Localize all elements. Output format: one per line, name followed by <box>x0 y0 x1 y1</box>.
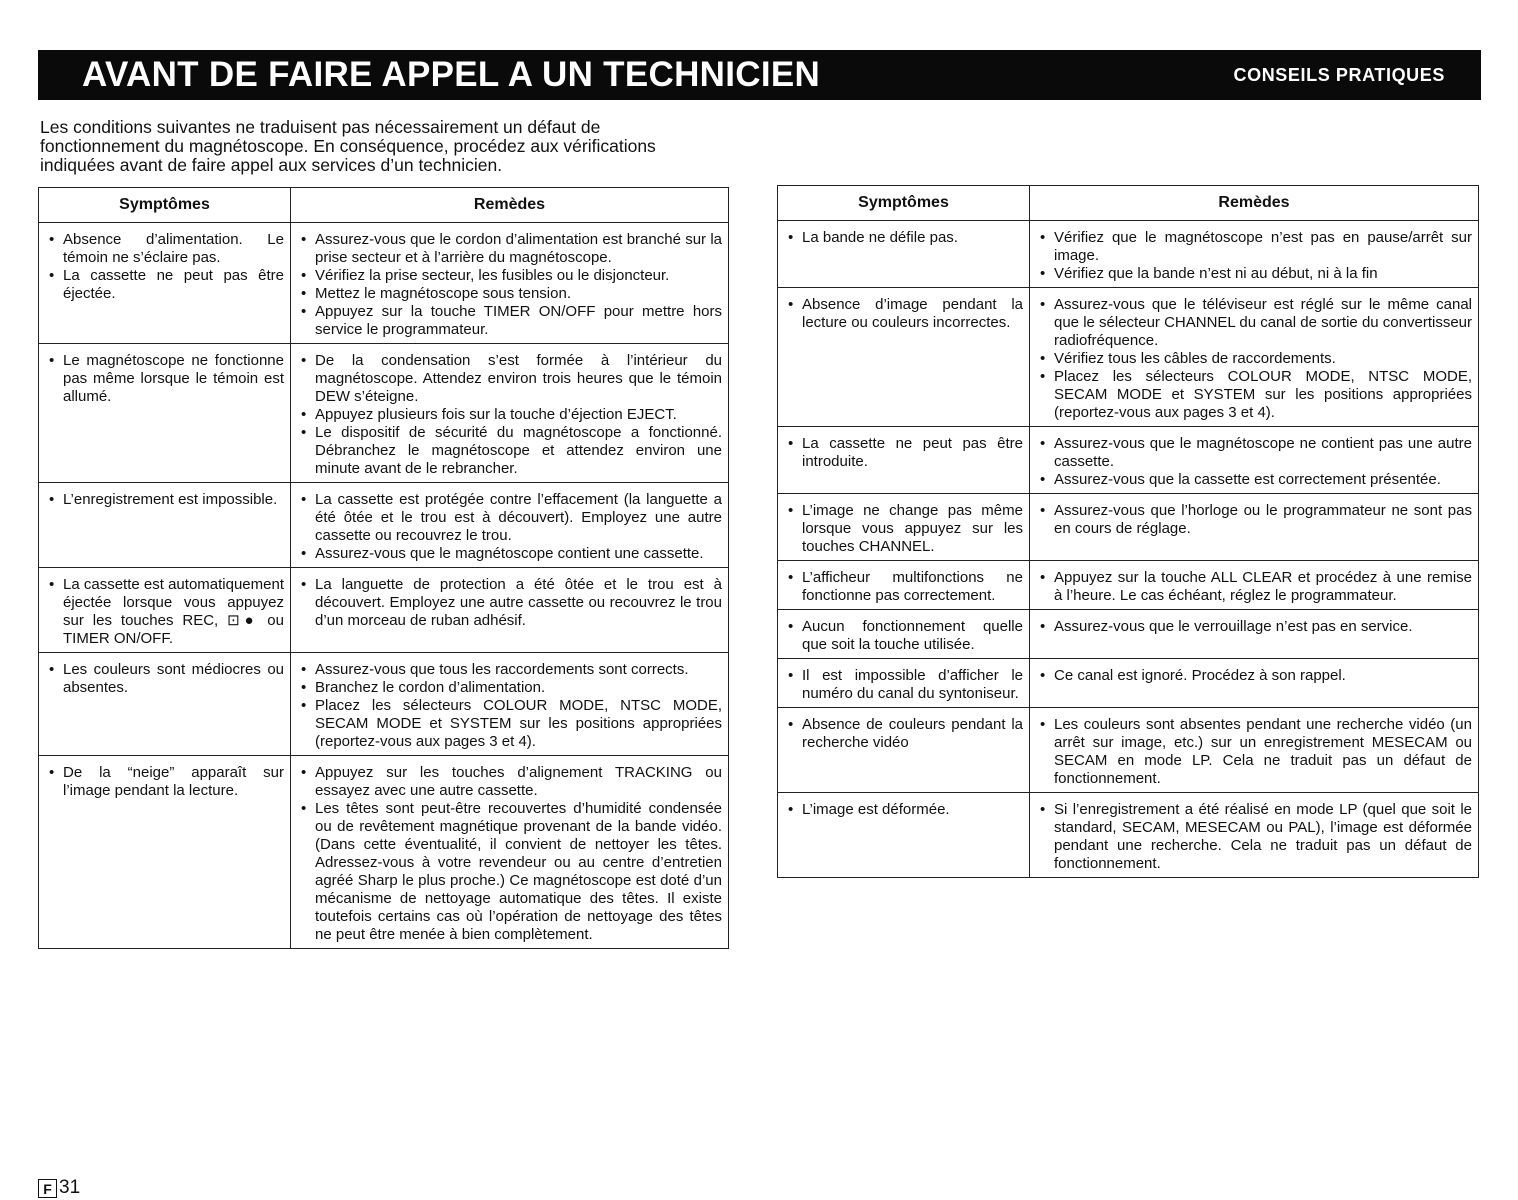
symptom-item: • La cassette ne peut pas être éjectée. <box>45 267 284 303</box>
symptoms-list <box>784 502 1023 556</box>
remedy-item: • Mettez le magnétoscope sous tension. <box>297 285 722 303</box>
remedy-item: • Assurez-vous que le magnétoscope ne contient pas une autre cassette. <box>1036 435 1472 471</box>
symptoms-list <box>45 231 284 303</box>
table-row <box>778 708 1479 793</box>
remedy-item: • Vérifiez la prise secteur, les fusibles ou le disjoncteur. <box>297 267 722 285</box>
symptoms-list <box>45 576 284 648</box>
remedies-list <box>297 576 722 630</box>
remedy-item: • Vérifiez que la bande n’est ni au début, ni à la fin <box>1036 265 1472 283</box>
symptom-cell <box>39 223 291 344</box>
symptoms-list <box>784 229 1023 247</box>
symptom-cell <box>778 610 1030 659</box>
remedy-item: • Vérifiez que le magnétoscope n’est pas en pause/arrêt sur image. <box>1036 229 1472 265</box>
symptom-item: • L’enregistrement est impossible. <box>45 491 284 509</box>
remedies-list <box>1036 569 1472 605</box>
table-row <box>39 223 729 344</box>
remedy-cell <box>1030 708 1479 793</box>
table-row <box>778 427 1479 494</box>
table-row <box>778 793 1479 878</box>
table-row <box>39 653 729 756</box>
remedies-header: Remèdes <box>291 188 729 223</box>
remedy-cell <box>291 344 729 483</box>
intro-paragraph: Les conditions suivantes ne traduisent pas nécessairement un défaut de fonctionnement du magnétoscope. En conséquence, procédez aux vérifications indiquées avant de faire appel aux services d’un technicien. <box>40 117 656 175</box>
remedies-list <box>297 491 722 563</box>
remedies-list <box>1036 229 1472 283</box>
table-row <box>778 659 1479 708</box>
table-row <box>778 288 1479 427</box>
symptom-cell <box>778 427 1030 494</box>
symptom-item: • La bande ne défile pas. <box>784 229 1023 247</box>
remedy-item: • Assurez-vous que l’horloge ou le programmateur ne sont pas en cours de réglage. <box>1036 502 1472 538</box>
troubleshooting-table-right <box>777 185 1479 878</box>
remedy-item: • Vérifiez tous les câbles de raccordements. <box>1036 350 1472 368</box>
symptom-cell <box>778 221 1030 288</box>
remedies-list <box>297 764 722 944</box>
symptom-item: • Les couleurs sont médiocres ou absentes. <box>45 661 284 697</box>
symptoms-list <box>784 569 1023 605</box>
remedy-item: • Appuyez plusieurs fois sur la touche d’éjection EJECT. <box>297 406 722 424</box>
symptoms-list <box>45 764 284 800</box>
remedy-item: • Appuyez sur la touche ALL CLEAR et procédez à une remise à l’heure. Le cas échéant, réglez le programmateur. <box>1036 569 1472 605</box>
remedies-list <box>1036 296 1472 422</box>
remedy-item: • Les têtes sont peut-être recouvertes d’humidité condensée ou de revêtement magnétique provenant de la bande vidéo. (Dans cette éventualité, il convient de nettoyer les têtes. Adressez-vous à votre revendeur ou au centre d’entretien agréé Sharp le plus proche.) Ce magnétoscope est doté d’un mécanisme de nettoyage automatique des têtes. Il existe toutefois certains cas où l’opération de nettoyage des têtes ne peut être menée à bien complètement. <box>297 800 722 944</box>
table-row <box>778 610 1479 659</box>
symptom-item: • L’image est déformée. <box>784 801 1023 819</box>
symptoms-list <box>784 716 1023 752</box>
language-badge: F <box>38 1179 57 1198</box>
symptom-item: • Aucun fonctionnement quelle que soit la touche utilisée. <box>784 618 1023 654</box>
table-row <box>778 561 1479 610</box>
section-label: CONSEILS PRATIQUES <box>1233 65 1445 85</box>
remedy-cell <box>1030 288 1479 427</box>
symptoms-header: Symptômes <box>778 186 1030 221</box>
symptom-cell <box>778 659 1030 708</box>
symptom-item: • La cassette ne peut pas être introduite. <box>784 435 1023 471</box>
symptom-item: • Le magnétoscope ne fonctionne pas même lorsque le témoin est allumé. <box>45 352 284 406</box>
remedy-item: • Si l’enregistrement a été réalisé en mode LP (quel que soit le standard, SECAM, MESECAM ou PAL), l’image est déformée pendant une recherche. Cela ne traduit pas un défaut de fonctionnement. <box>1036 801 1472 873</box>
symptoms-list <box>784 296 1023 332</box>
page-title: AVANT DE FAIRE APPEL A UN TECHNICIEN <box>82 55 821 94</box>
table-row <box>39 568 729 653</box>
symptom-item: • De la “neige” apparaît sur l’image pendant la lecture. <box>45 764 284 800</box>
remedies-list <box>1036 618 1472 636</box>
symptoms-list <box>45 491 284 509</box>
remedy-cell <box>291 653 729 756</box>
table-row <box>778 494 1479 561</box>
remedy-item: • Ce canal est ignoré. Procédez à son rappel. <box>1036 667 1472 685</box>
table-header-row <box>778 186 1479 221</box>
remedy-item: • Assurez-vous que le verrouillage n’est pas en service. <box>1036 618 1472 636</box>
symptom-cell <box>39 344 291 483</box>
remedies-list <box>1036 716 1472 788</box>
symptoms-list <box>784 618 1023 654</box>
remedy-cell <box>291 756 729 949</box>
remedy-cell <box>1030 561 1479 610</box>
symptoms-list <box>45 352 284 406</box>
remedy-cell <box>1030 659 1479 708</box>
remedy-item: • Assurez-vous que tous les raccordements sont corrects. <box>297 661 722 679</box>
table-row <box>39 483 729 568</box>
remedy-cell <box>1030 793 1479 878</box>
symptoms-list <box>784 801 1023 819</box>
remedy-item: • De la condensation s’est formée à l’intérieur du magnétoscope. Attendez environ trois heures que le témoin DEW s’éteigne. <box>297 352 722 406</box>
symptom-item: • Il est impossible d’afficher le numéro du canal du syntoniseur. <box>784 667 1023 703</box>
symptom-cell <box>39 568 291 653</box>
table-row <box>39 344 729 483</box>
remedy-item: • La cassette est protégée contre l’effacement (la languette a été ôtée et le trou est à découvert). Employez une autre cassette ou recouvrez le trou. <box>297 491 722 545</box>
remedies-list <box>1036 502 1472 538</box>
remedies-list <box>1036 435 1472 489</box>
remedy-item: • Assurez-vous que la cassette est correctement présentée. <box>1036 471 1472 489</box>
table-row <box>39 756 729 949</box>
remedies-list <box>1036 667 1472 685</box>
remedy-item: • Assurez-vous que le cordon d’alimentation est branché sur la prise secteur et à l’arrière du magnétoscope. <box>297 231 722 267</box>
symptom-item: • Absence d’image pendant la lecture ou couleurs incorrectes. <box>784 296 1023 332</box>
remedy-cell <box>1030 221 1479 288</box>
troubleshooting-table-left <box>38 187 729 949</box>
remedies-list <box>297 352 722 478</box>
symptoms-list <box>784 667 1023 703</box>
symptom-cell <box>778 561 1030 610</box>
symptom-item: • L’image ne change pas même lorsque vous appuyez sur les touches CHANNEL. <box>784 502 1023 556</box>
remedy-cell <box>1030 494 1479 561</box>
symptoms-list <box>45 661 284 697</box>
remedy-item: • Le dispositif de sécurité du magnétoscope a fonctionné. Débranchez le magnétoscope et attendez environ une minute avant de le rebrancher. <box>297 424 722 478</box>
symptom-cell <box>778 793 1030 878</box>
remedy-item: • Appuyez sur la touche TIMER ON/OFF pour mettre hors service le programmateur. <box>297 303 722 339</box>
symptoms-header: Symptômes <box>39 188 291 223</box>
symptom-item: • La cassette est automatiquement éjectée lorsque vous appuyez sur les touches REC, ⊡● ou TIMER ON/OFF. <box>45 576 284 648</box>
remedies-list <box>297 231 722 339</box>
remedy-cell <box>291 568 729 653</box>
remedy-item: • Assurez-vous que le magnétoscope contient une cassette. <box>297 545 722 563</box>
table-row <box>778 221 1479 288</box>
table-header-row <box>39 188 729 223</box>
header-bar <box>38 50 1481 100</box>
remedy-item: • Placez les sélecteurs COLOUR MODE, NTSC MODE, SECAM MODE et SYSTEM sur les positions appropriées (reportez-vous aux pages 3 et 4). <box>1036 368 1472 422</box>
symptom-cell <box>39 483 291 568</box>
page-number: 31 <box>59 1177 81 1198</box>
symptom-cell <box>778 288 1030 427</box>
remedy-cell <box>1030 610 1479 659</box>
remedies-list <box>1036 801 1472 873</box>
page-footer <box>38 1177 80 1199</box>
remedy-cell <box>291 223 729 344</box>
symptom-cell <box>778 708 1030 793</box>
remedy-item: • Appuyez sur les touches d’alignement TRACKING ou essayez avec une autre cassette. <box>297 764 722 800</box>
remedies-header: Remèdes <box>1030 186 1479 221</box>
symptom-cell <box>39 653 291 756</box>
remedy-item: • La languette de protection a été ôtée et le trou est à découvert. Employez une autre cassette ou recouvrez le trou d’un morceau de ruban adhésif. <box>297 576 722 630</box>
symptom-cell <box>778 494 1030 561</box>
symptoms-list <box>784 435 1023 471</box>
remedies-list <box>297 661 722 751</box>
symptom-item: • L’afficheur multifonctions ne fonctionne pas correctement. <box>784 569 1023 605</box>
remedy-item: • Branchez le cordon d’alimentation. <box>297 679 722 697</box>
symptom-cell <box>39 756 291 949</box>
remedy-cell <box>291 483 729 568</box>
remedy-item: • Assurez-vous que le téléviseur est réglé sur le même canal que le sélecteur CHANNEL du canal de sortie du convertisseur radiofréquence. <box>1036 296 1472 350</box>
symptom-item: • Absence de couleurs pendant la recherche vidéo <box>784 716 1023 752</box>
remedy-item: • Les couleurs sont absentes pendant une recherche vidéo (un arrêt sur image, etc.) sur un enregistrement MESECAM ou SECAM en mode LP. Cela ne traduit pas un défaut de fonctionnement. <box>1036 716 1472 788</box>
symptom-item: • Absence d’alimentation. Le témoin ne s’éclaire pas. <box>45 231 284 267</box>
remedy-item: • Placez les sélecteurs COLOUR MODE, NTSC MODE, SECAM MODE et SYSTEM sur les positions appropriées (reportez-vous aux pages 3 et 4). <box>297 697 722 751</box>
remedy-cell <box>1030 427 1479 494</box>
